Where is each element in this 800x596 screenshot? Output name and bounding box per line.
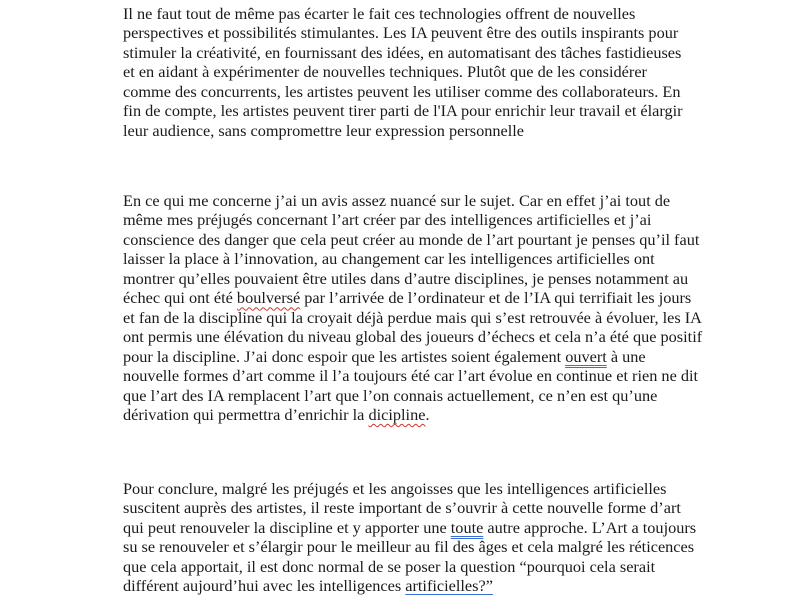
paragraph-conclusion[interactable]	[123, 479, 696, 596]
text-segment: différent aujourd’hui avec les intelligences	[123, 576, 406, 596]
text-line	[123, 121, 683, 140]
text-line	[123, 386, 702, 405]
text-segment: comme des concurrents, les artistes peuvent les utiliser comme des collaborateurs. En	[123, 81, 681, 101]
text-line	[123, 405, 702, 424]
text-line	[123, 498, 696, 517]
text-segment: Pour conclure, malgré les préjugés et les angoisses que les intelligences artificielles	[123, 479, 667, 498]
text-line	[123, 191, 702, 210]
text-segment: autre approche. L’Art a toujours	[483, 517, 697, 537]
text-segment: qui peut renouveler la discipline et y apporter une	[123, 517, 451, 537]
text-line	[123, 288, 702, 307]
text-segment: nouvelle formes d’art comme il l’a toujours été car l’art évolue en continue et rien ne dit	[123, 366, 699, 386]
text-line	[123, 557, 696, 576]
text-segment: que l’art des IA remplacent l’art que l’on connais actuellement, ce n’en est qu’une	[123, 385, 658, 405]
text-segment: .	[425, 404, 430, 424]
text-line	[123, 4, 683, 23]
text-segment: échec qui ont été	[123, 288, 237, 308]
text-line	[123, 101, 683, 120]
text-segment: laisser la place à l’innovation, au changement car les intelligences artificielles ont	[123, 249, 655, 269]
text-line	[123, 327, 702, 346]
text-segment: En ce qui me concerne j’ai un avis assez nuancé sur le sujet. Car en effet j’ai tout de	[123, 191, 671, 210]
text-segment: leur audience, sans compromettre leur expression personnelle	[123, 120, 525, 140]
grammar-suggestion-word[interactable]: ouvert	[565, 346, 607, 366]
text-segment: su se renouveler et s’élargir pour le meilleur au fil des âges et cela malgré les réticences	[123, 537, 695, 557]
text-line	[123, 479, 696, 498]
text-line	[123, 576, 696, 595]
text-segment: et fan de la discipline qui la croyait déjà perdue mais qui s’est retrouvée à évoluer, les IA	[123, 307, 702, 327]
text-segment: et en aidant à expérimenter de nouvelles techniques. Plutôt que de les considérer	[123, 62, 647, 82]
text-segment: suscitent auprès des artistes, il reste important de s’ouvrir à cette nouvelle forme d’art	[123, 498, 681, 518]
grammar-suggestion-word[interactable]: artificielles?”	[405, 576, 493, 596]
spelling-error-word[interactable]: boulversé	[236, 288, 301, 308]
text-segment: que cela apportait, il est donc normal de se poser la question “pourquoi cela serait	[123, 556, 656, 576]
text-segment: par l’arrivée de l’ordinateur et de l’IA qui terrifiait les jours	[300, 288, 692, 308]
text-segment: conscience des danger que cela peut créer au monde de l’art pourtant je penses qu’il faut	[123, 229, 700, 249]
text-segment: montrer qu’elles pouvaient être utiles dans d’autre disciplines, je penses notamment au	[123, 268, 689, 288]
text-line	[123, 366, 702, 385]
text-segment: ont permis une élévation du niveau global des joueurs d’échecs et cela n’a été que positif	[123, 327, 703, 347]
text-line	[123, 249, 702, 268]
text-segment: Il ne faut tout de même pas écarter le fait ces technologies offrent de nouvelles	[123, 4, 636, 23]
text-line	[123, 518, 696, 537]
grammar-suggestion-word[interactable]: toute	[450, 517, 484, 537]
text-segment: pour la discipline. J’ai donc espoir que les artistes soient également	[123, 346, 566, 366]
text-line	[123, 347, 702, 366]
text-line	[123, 537, 696, 556]
text-line	[123, 210, 702, 229]
paragraph-ai-opportunities[interactable]	[123, 4, 683, 140]
text-line	[123, 308, 702, 327]
text-segment: fin de compte, les artistes peuvent tirer parti de l'IA pour enrichir leur travail et élargir	[123, 101, 683, 121]
text-segment: dérivation qui permettra d’enrichir la	[123, 404, 369, 424]
text-segment: perspectives et possibilités stimulantes. Les IA peuvent être des outils inspirants pour	[123, 23, 679, 43]
text-line	[123, 23, 683, 42]
text-line	[123, 43, 683, 62]
text-line	[123, 230, 702, 249]
paragraph-personal-opinion[interactable]	[123, 191, 702, 424]
text-segment: à une	[606, 346, 646, 366]
text-line	[123, 82, 683, 101]
text-line	[123, 62, 683, 81]
spelling-error-word[interactable]: dicipline	[368, 404, 426, 424]
text-segment: stimuler la créativité, en fournissant des idées, en automatisant des tâches fastidieuses	[123, 42, 682, 62]
text-line	[123, 269, 702, 288]
text-segment: même mes préjugés concernant l’art créer par des intelligences artificielles et j’ai	[123, 210, 652, 230]
